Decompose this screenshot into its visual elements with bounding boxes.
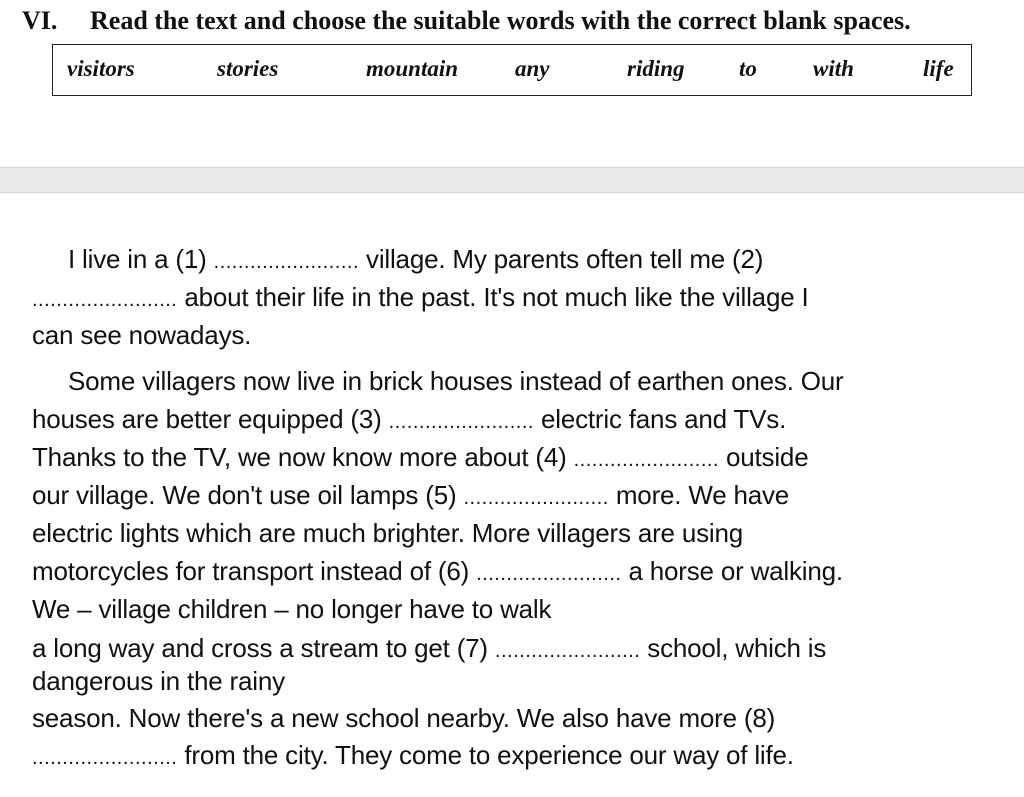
word-bank-item[interactable]: any [515,56,550,81]
word-bank-item[interactable]: with [813,56,854,81]
exercise-instruction: Read the text and choose the suitable words with the correct blank spaces. [90,6,911,35]
passage-line: Thanks to the TV, we now know more about (4) ........................ outside [32,442,809,472]
word-bank-item[interactable]: stories [217,56,279,81]
word-bank-item[interactable]: visitors [67,56,135,81]
passage-line: ........................ from the city. They come to experience our way of life. [32,740,794,770]
passage-line: ........................ about their life in the past. It's not much like the village I [32,282,809,312]
passage-line: electric lights which are much brighter. More villagers are using [32,518,743,548]
word-bank-item[interactable]: to [739,56,757,81]
passage-line: season. Now there's a new school nearby. We also have more (8) [32,703,776,733]
passage-line: We – village children – no longer have to walk [32,594,552,624]
exercise-number: VI. [22,6,58,35]
blank-8[interactable]: ........................ [32,747,178,769]
passage-line: a long way and cross a stream to get (7) ........................ school, which is [32,633,827,663]
exercise-heading [22,6,911,36]
blank-2[interactable]: ........................ [32,289,178,311]
blank-5[interactable]: ........................ [463,487,609,509]
blank-6[interactable]: ........................ [476,563,622,585]
word-bank-item[interactable]: mountain [366,56,459,81]
word-bank [52,44,972,96]
passage-line: motorcycles for transport instead of (6) ........................ a horse or walking. [32,556,843,586]
passage-line: can see nowadays. [32,320,252,350]
passage-line: I live in a (1) ........................ village. My parents often tell me (2) [68,244,764,274]
passage-line: our village. We don't use oil lamps (5) ........................ more. We have [32,480,790,510]
page-divider [0,167,1024,193]
passage-line: dangerous in the rainy [32,666,285,696]
blank-7[interactable]: ........................ [494,640,641,662]
word-bank-item[interactable]: life [923,56,954,81]
blank-1[interactable]: ........................ [213,251,359,273]
word-bank-item[interactable]: riding [627,56,685,81]
passage-line: Some villagers now live in brick houses instead of earthen ones. Our [68,366,844,396]
blank-4[interactable]: ........................ [573,449,719,471]
blank-3[interactable]: ........................ [388,411,534,433]
passage-line: houses are better equipped (3) ........................ electric fans and TVs. [32,404,787,434]
